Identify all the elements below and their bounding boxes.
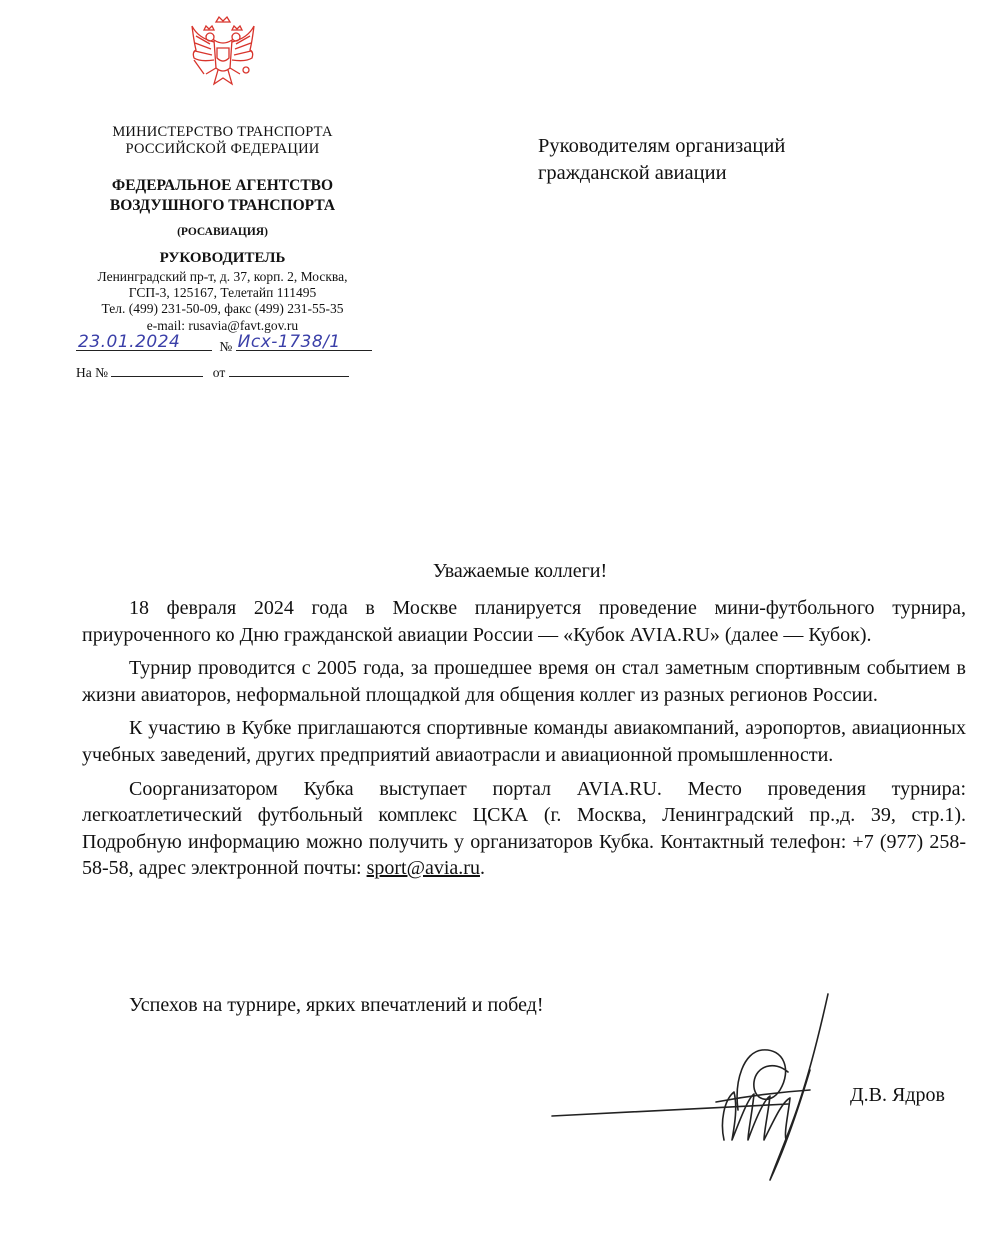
paragraph-1: 18 февраля 2024 года в Москве планируется проведение мини-футбольного турнира, приуроченного ко Дню гражданской авиации России — «Кубок AVIA.RU» (далее — Кубок). [82,597,966,646]
reply-registration [76,362,349,381]
in-reply-date-field [229,362,349,377]
agency-line-2: ВОЗДУШНОГО ТРАНСПОРТА [109,197,336,215]
paragraph-2: Турнир проводится с 2005 года, за прошедшее время он стал заметным спортивным событием в жизни авиаторов, неформальной площадкой для общения коллег из разных регионов России. [82,657,966,706]
addressee-line-1: Руководителям организаций [538,135,786,157]
in-reply-number-field [111,362,203,377]
number-label: № [219,339,233,354]
outgoing-registration [76,332,372,355]
ministry-name [60,124,385,158]
addressee-line-2: гражданской авиации [538,161,727,184]
in-reply-label: На № [76,365,108,380]
position-title: РУКОВОДИТЕЛЬ [159,250,286,266]
handwritten-signature [548,990,838,1190]
paragraph-4-end: . [479,857,485,880]
ministry-line-1: МИНИСТЕРСТВО ТРАНСПОРТА [112,124,333,140]
agency-contacts [60,269,385,334]
outgoing-number-field [236,332,372,352]
email-line: e-mail: rusavia@favt.gov.ru [146,317,299,333]
coat-of-arms-icon [186,12,260,102]
contact-email-link[interactable]: sport@avia.ru [366,857,480,880]
outgoing-date-field [76,332,212,352]
address-line-1: Ленинградский пр-т, д. 37, корп. 2, Москва, [97,269,348,284]
outgoing-number: Исх-1738/1 [237,332,341,352]
from-label: от [212,365,226,380]
addressee [538,133,938,186]
greeting: Уважаемые коллеги! [432,560,608,582]
paragraph-4 [82,776,966,882]
agency-abbreviation: (РОСАВИАЦИЯ) [177,226,268,238]
phone-line: Тел. (499) 231-50-09, факс (499) 231-55-35 [101,301,344,317]
paragraph-3: К участию в Кубке приглашаются спортивные команды авиакомпаний, аэропортов, авиационных учебных заведений, других предприятий авиаотрасли и авиационной промышленности. [82,717,966,766]
agency-name [60,176,385,217]
letter-body [82,595,966,889]
paragraph-4-text: Соорганизатором Кубка выступает портал AVIA.RU. Место проведения турнира: легкоатлетический футбольный комплекс ЦСКА (г. Москва, Ленинградский пр.,д. 39, стр.1). Подробную информацию можно получить у организаторов Кубка. Контактный телефон: +7 (977) 258-58-58, адрес электронной почты: [82,777,966,880]
address-line-2: ГСП-3, 125167, Телетайп 111495 [128,285,317,301]
outgoing-date: 23.01.2024 [78,332,181,352]
agency-line-1: ФЕДЕРАЛЬНОЕ АГЕНТСТВО [111,177,334,194]
ministry-line-2: РОССИЙСКОЙ ФЕДЕРАЦИИ [125,141,320,158]
signer-name: Д.В. Ядров [850,1084,945,1106]
closing-wishes: Успехов на турнире, ярких впечатлений и побед! [129,994,544,1016]
